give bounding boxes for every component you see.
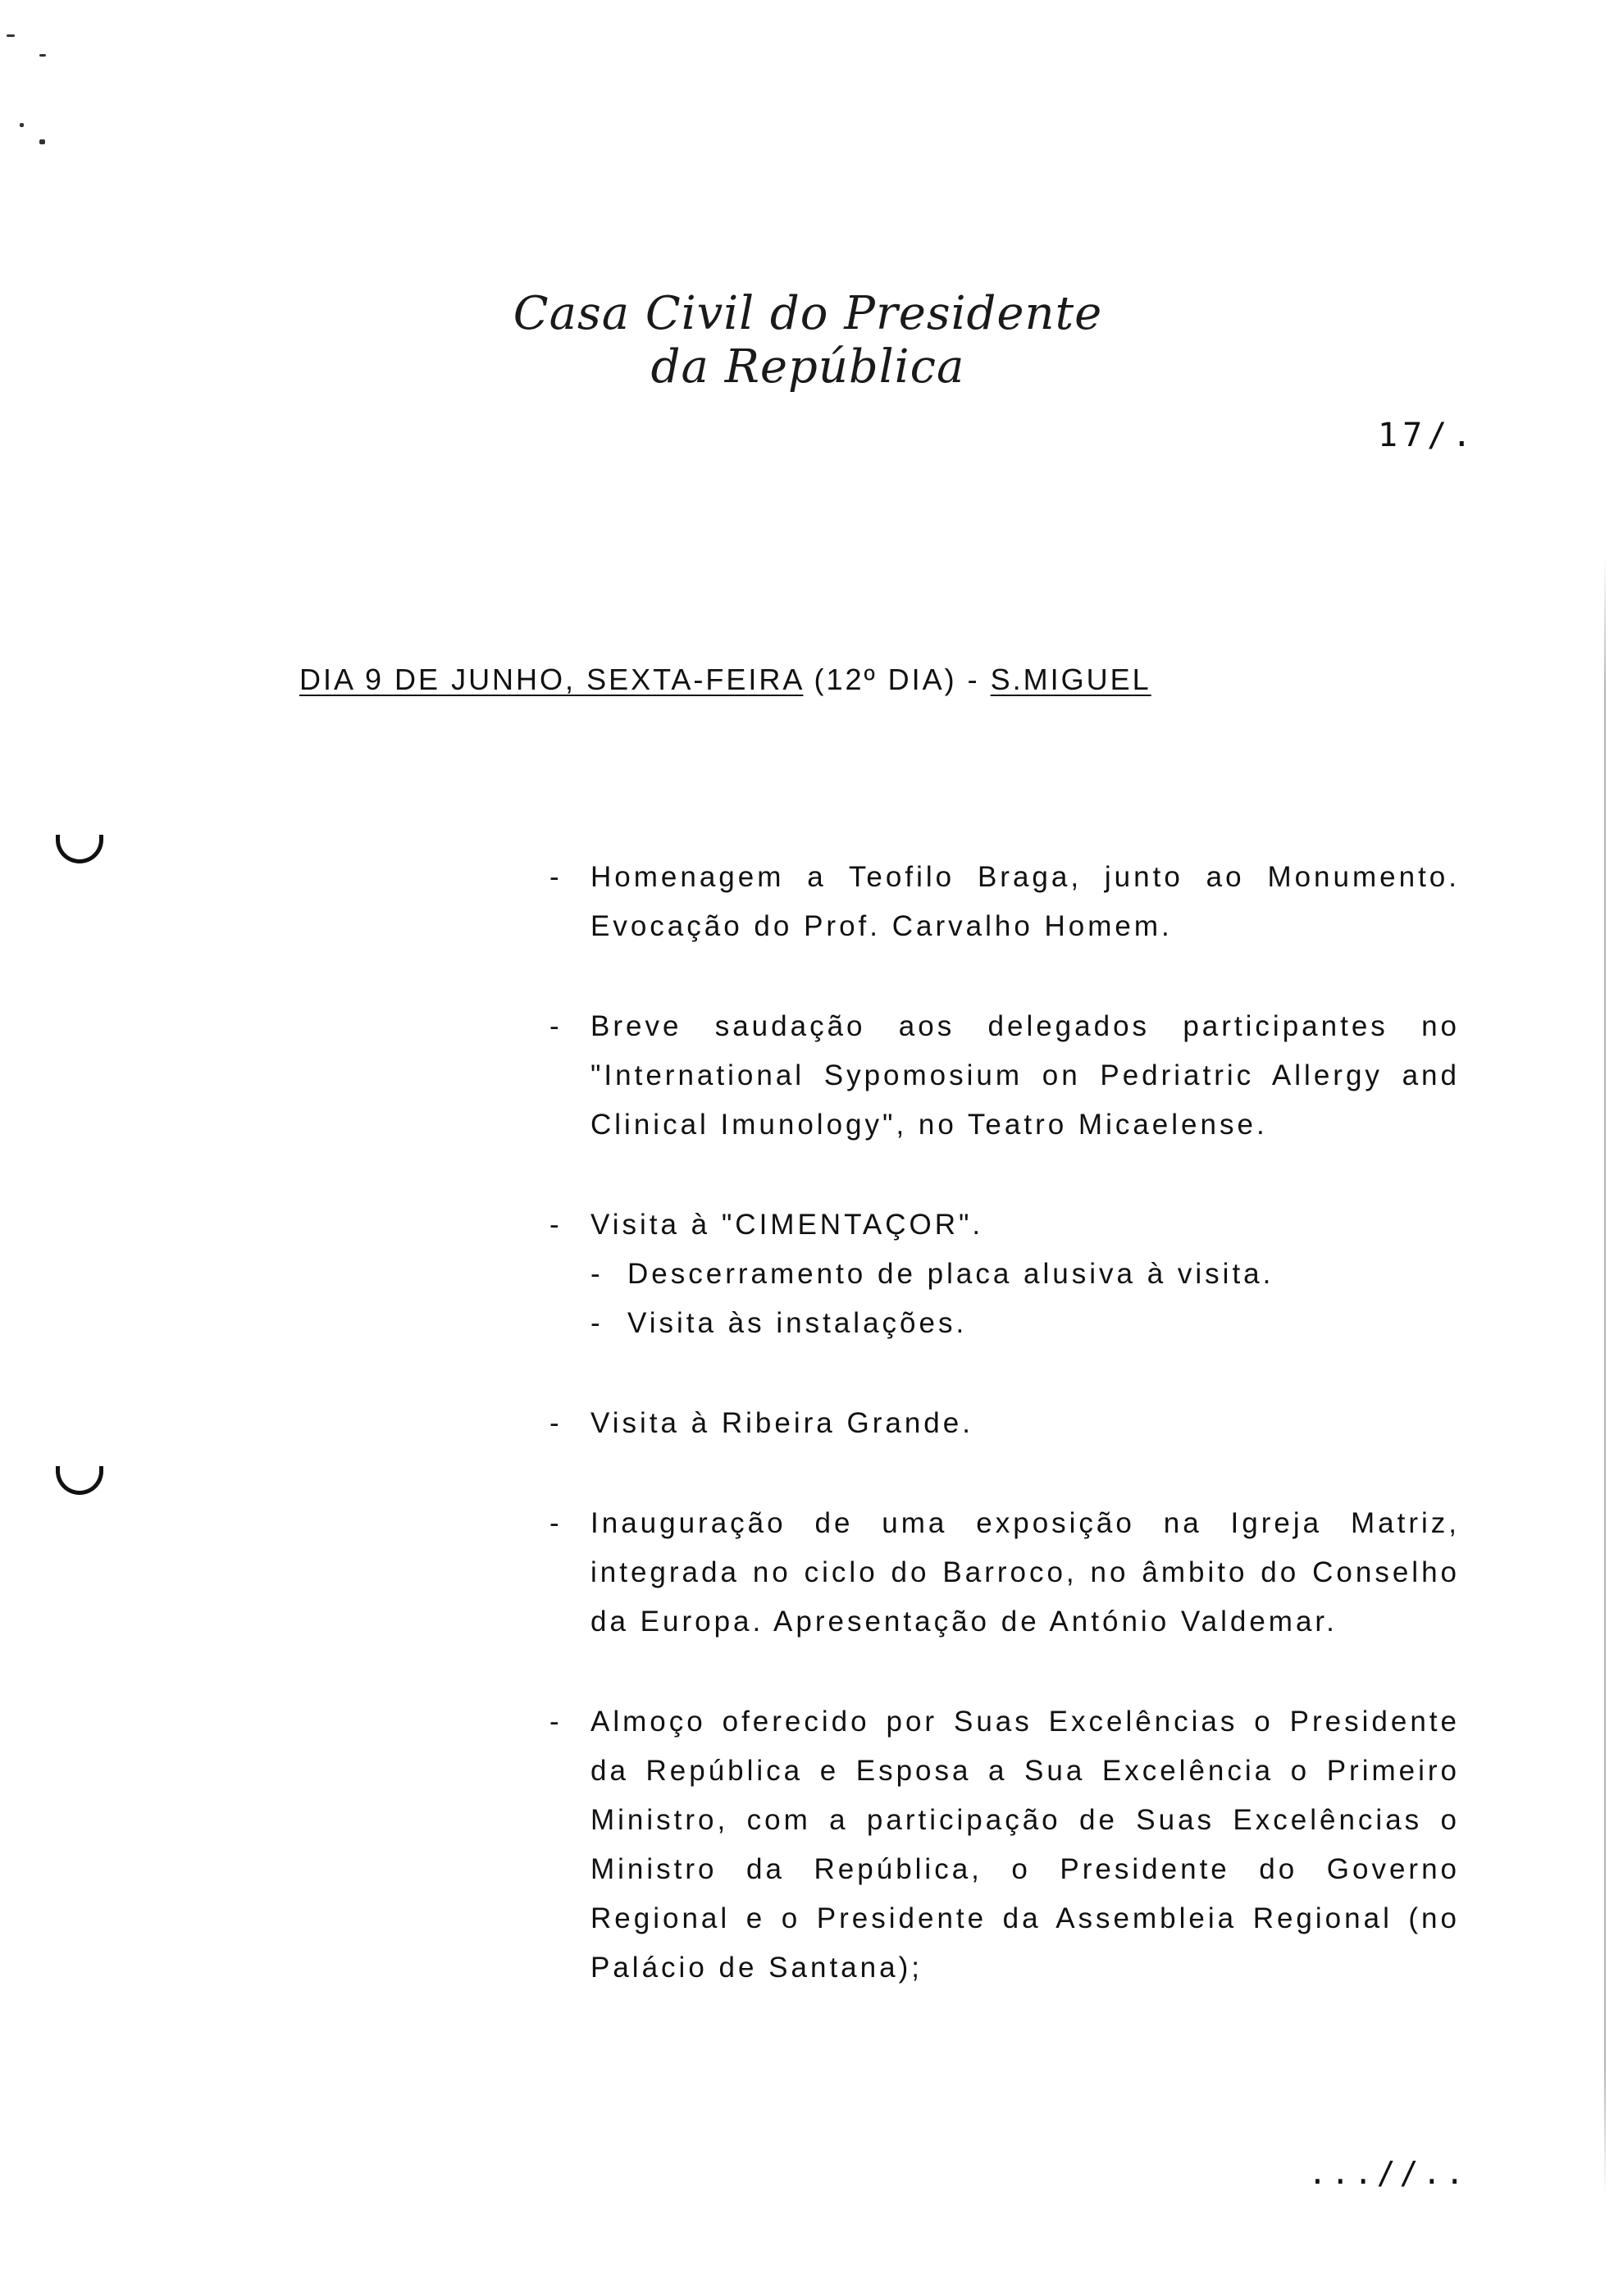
letterhead: Casa Civil do Presidente da República — [513, 287, 1103, 394]
item-dash: - — [549, 1507, 563, 1539]
punch-hole-mark — [56, 835, 103, 863]
subitem-dash: - — [590, 1307, 604, 1339]
punch-hole-mark — [56, 1466, 103, 1495]
agenda-item — [549, 853, 1460, 951]
agenda-subitem — [590, 1250, 1460, 1299]
agenda-item — [549, 1200, 1460, 1348]
item-text: Breve saudação aos delegados participantes no "International Sypomosium on Pedriatric Allergy and Clinical Imunology", no Teatro Micaelense. — [590, 1010, 1460, 1141]
subitem-dash: - — [590, 1258, 604, 1290]
scan-speck — [39, 139, 45, 144]
agenda-item — [549, 1002, 1460, 1150]
item-text: Visita à "CIMENTAÇOR". — [590, 1209, 984, 1241]
item-dash: - — [549, 861, 563, 893]
page-number: 17/. — [1378, 417, 1477, 454]
day-heading — [299, 663, 1151, 697]
subitem-text: Descerramento de placa alusiva à visita. — [627, 1258, 1274, 1290]
scan-speck — [7, 34, 15, 37]
heading-day-count: (12º DIA) - — [814, 663, 980, 696]
heading-location: S.MIGUEL — [990, 663, 1151, 696]
agenda-subitem — [590, 1299, 1460, 1348]
item-text: Homenagem a Teofilo Braga, junto ao Monumento. Evocação do Prof. Carvalho Homem. — [590, 861, 1460, 942]
agenda-item — [549, 1399, 1460, 1448]
continuation-mark: ...//.. — [1308, 2155, 1469, 2191]
item-text: Almoço oferecido por Suas Excelências o Presidente da República e Esposa a Sua Excelência o Primeiro Ministro, com a participação de Suas Excelências o Ministro da República, o Presidente do Governo Regional e o Presidente da Assembleia Regional (no Palácio de Santana); — [590, 1706, 1460, 1984]
agenda-item — [549, 1697, 1460, 1993]
scan-edge — [1604, 558, 1606, 2198]
agenda-item — [549, 1499, 1460, 1647]
item-dash: - — [549, 1407, 563, 1439]
scan-speck — [39, 54, 46, 57]
item-dash: - — [549, 1209, 563, 1241]
scan-speck — [20, 123, 24, 127]
item-dash: - — [549, 1010, 563, 1042]
item-dash: - — [549, 1706, 563, 1738]
agenda-list — [549, 853, 1460, 2043]
subitem-text: Visita às instalações. — [627, 1307, 968, 1339]
item-text: Visita à Ribeira Grande. — [590, 1407, 973, 1439]
heading-date: DIA 9 DE JUNHO, SEXTA-FEIRA — [299, 663, 804, 696]
item-text: Inauguração de uma exposição na Igreja Matriz, integrada no ciclo do Barroco, no âmbito do Conselho da Europa. Apresentação de António Valdemar. — [590, 1507, 1460, 1638]
